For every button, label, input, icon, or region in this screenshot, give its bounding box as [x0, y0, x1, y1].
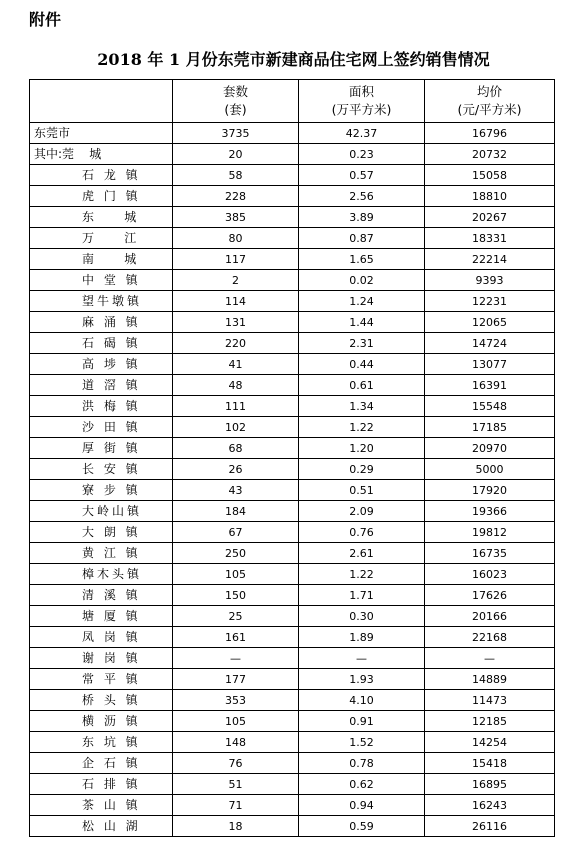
- region-count: 220: [173, 333, 299, 354]
- region-count: 353: [173, 690, 299, 711]
- region-price: 12065: [425, 312, 555, 333]
- header-count: [173, 80, 299, 123]
- region-count: 148: [173, 732, 299, 753]
- header-area: [299, 80, 425, 123]
- region-name: 黄 江 镇: [82, 546, 141, 560]
- region-area: 1.20: [299, 438, 425, 459]
- region-name: 横 沥 镇: [82, 714, 141, 728]
- region-name: 石 龙 镇: [82, 168, 141, 182]
- region-name: 清 溪 镇: [82, 588, 141, 602]
- header-area-line2: (万平方米): [331, 102, 392, 117]
- region-price: 11473: [425, 690, 555, 711]
- region-area: 0.44: [299, 354, 425, 375]
- region-name-cell: [30, 249, 173, 270]
- region-price: 20166: [425, 606, 555, 627]
- region-price: 17920: [425, 480, 555, 501]
- region-area: 1.71: [299, 585, 425, 606]
- region-price: 16735: [425, 543, 555, 564]
- table-row: [30, 186, 555, 207]
- region-name-cell: [30, 669, 173, 690]
- region-area: 0.91: [299, 711, 425, 732]
- region-price: 15058: [425, 165, 555, 186]
- table-row: [30, 564, 555, 585]
- table-row: [30, 438, 555, 459]
- region-area: 0.61: [299, 375, 425, 396]
- region-name-cell: [30, 459, 173, 480]
- page-title: 2018 年 1 月份东莞市新建商品住宅网上签约销售情况: [97, 50, 490, 69]
- region-price: 14724: [425, 333, 555, 354]
- region-count: 114: [173, 291, 299, 312]
- table-row: [30, 165, 555, 186]
- region-count: 67: [173, 522, 299, 543]
- region-name-cell: [30, 753, 173, 774]
- header-price-line1: 均价: [476, 84, 502, 99]
- total-name: 东莞市: [30, 123, 173, 144]
- region-price: 20970: [425, 438, 555, 459]
- region-name: 东 城: [82, 210, 140, 224]
- region-name: 塘 厦 镇: [82, 609, 141, 623]
- region-price: 16895: [425, 774, 555, 795]
- table-row: [30, 480, 555, 501]
- region-count: 25: [173, 606, 299, 627]
- table-row: [30, 249, 555, 270]
- region-price: 19366: [425, 501, 555, 522]
- header-count-line2: (套): [224, 102, 247, 117]
- region-area: 3.89: [299, 207, 425, 228]
- region-price: 15548: [425, 396, 555, 417]
- region-name: 万 江: [82, 231, 140, 245]
- region-price: 16243: [425, 795, 555, 816]
- region-name-cell: [30, 375, 173, 396]
- table-row: [30, 522, 555, 543]
- region-name: 桥 头 镇: [82, 693, 141, 707]
- region-count: 105: [173, 711, 299, 732]
- region-area: 2.56: [299, 186, 425, 207]
- region-name: 企 石 镇: [82, 756, 141, 770]
- region-price: 17626: [425, 585, 555, 606]
- region-area: 1.52: [299, 732, 425, 753]
- region-area: 0.51: [299, 480, 425, 501]
- region-area: 4.10: [299, 690, 425, 711]
- region-area: 0.87: [299, 228, 425, 249]
- table-row: [30, 669, 555, 690]
- region-name-cell: [30, 648, 173, 669]
- region-name: 麻 涌 镇: [82, 315, 141, 329]
- region-count: 51: [173, 774, 299, 795]
- region-count: 18: [173, 816, 299, 837]
- region-name-cell: [30, 186, 173, 207]
- table-row: [30, 312, 555, 333]
- region-price: 15418: [425, 753, 555, 774]
- region-area: 0.57: [299, 165, 425, 186]
- region-area: 1.34: [299, 396, 425, 417]
- region-name: 石 碣 镇: [82, 336, 141, 350]
- table-row: [30, 648, 555, 669]
- table-row: [30, 816, 555, 837]
- region-count: 71: [173, 795, 299, 816]
- region-name: 沙 田 镇: [82, 420, 141, 434]
- region-count: 111: [173, 396, 299, 417]
- region-name-cell: [30, 774, 173, 795]
- region-count: 228: [173, 186, 299, 207]
- region-name-cell: [30, 606, 173, 627]
- region-price: 16023: [425, 564, 555, 585]
- total-price: 16796: [425, 123, 555, 144]
- region-name-cell: [30, 795, 173, 816]
- region-area: 1.65: [299, 249, 425, 270]
- region-price: 5000: [425, 459, 555, 480]
- region-name: 长 安 镇: [82, 462, 141, 476]
- region-name-cell: [30, 711, 173, 732]
- region-price: 13077: [425, 354, 555, 375]
- region-count: 58: [173, 165, 299, 186]
- region-name: 茶 山 镇: [82, 798, 141, 812]
- region-area: 1.44: [299, 312, 425, 333]
- table-row: [30, 144, 555, 165]
- region-count: 184: [173, 501, 299, 522]
- region-name-cell: [30, 501, 173, 522]
- region-name: 大 朗 镇: [82, 525, 141, 539]
- region-count: 2: [173, 270, 299, 291]
- region-name: 南 城: [82, 252, 140, 266]
- total-row: [30, 123, 555, 144]
- header-region: [30, 80, 173, 123]
- region-area: 0.02: [299, 270, 425, 291]
- region-price: —: [425, 648, 555, 669]
- header-area-line1: 面积: [348, 84, 374, 99]
- table-row: [30, 711, 555, 732]
- table-row: [30, 690, 555, 711]
- region-name-cell: [30, 585, 173, 606]
- table-row: [30, 585, 555, 606]
- region-area: 1.93: [299, 669, 425, 690]
- region-name: 东 坑 镇: [82, 735, 141, 749]
- region-name-cell: [30, 564, 173, 585]
- header-row: [30, 80, 555, 123]
- region-area: 2.31: [299, 333, 425, 354]
- region-price: 17185: [425, 417, 555, 438]
- table-row: [30, 459, 555, 480]
- region-area: 1.89: [299, 627, 425, 648]
- header-price: [425, 80, 555, 123]
- table-row: [30, 774, 555, 795]
- region-name-cell: [30, 417, 173, 438]
- total-count: 3735: [173, 123, 299, 144]
- region-name-cell: [30, 543, 173, 564]
- region-price: 22168: [425, 627, 555, 648]
- region-name-cell: [30, 165, 173, 186]
- region-area: 0.30: [299, 606, 425, 627]
- region-name: 常 平 镇: [82, 672, 141, 686]
- region-area: 0.62: [299, 774, 425, 795]
- region-count: 250: [173, 543, 299, 564]
- table-row: [30, 627, 555, 648]
- region-name: 樟木头镇: [82, 567, 143, 581]
- table-row: [30, 270, 555, 291]
- region-name-cell: [30, 270, 173, 291]
- of-which-prefix: 其中:: [34, 147, 63, 161]
- region-price: 18331: [425, 228, 555, 249]
- region-price: 14254: [425, 732, 555, 753]
- region-name: 道 滘 镇: [82, 378, 141, 392]
- region-name-cell: [30, 816, 173, 837]
- region-count: 43: [173, 480, 299, 501]
- table-row: [30, 333, 555, 354]
- region-name: 中 堂 镇: [82, 273, 141, 287]
- region-name-cell: [30, 207, 173, 228]
- table-row: [30, 732, 555, 753]
- region-count: 20: [173, 144, 299, 165]
- region-price: 26116: [425, 816, 555, 837]
- table-row: [30, 375, 555, 396]
- table-row: [30, 417, 555, 438]
- region-area: 2.09: [299, 501, 425, 522]
- region-name: 谢 岗 镇: [82, 651, 141, 665]
- region-count: 68: [173, 438, 299, 459]
- region-area: 0.78: [299, 753, 425, 774]
- region-count: 385: [173, 207, 299, 228]
- region-name: 厚 街 镇: [82, 441, 141, 455]
- region-price: 12185: [425, 711, 555, 732]
- sales-table-body: [30, 80, 555, 837]
- region-count: —: [173, 648, 299, 669]
- region-name-cell: [30, 522, 173, 543]
- region-name-cell: [30, 291, 173, 312]
- table-row: [30, 501, 555, 522]
- region-name-cell: [30, 333, 173, 354]
- table-row: [30, 228, 555, 249]
- region-price: 20267: [425, 207, 555, 228]
- header-price-line2: (元/平方米): [457, 102, 522, 117]
- region-count: 80: [173, 228, 299, 249]
- region-name: 高 埗 镇: [82, 357, 141, 371]
- region-price: 14889: [425, 669, 555, 690]
- region-count: 150: [173, 585, 299, 606]
- table-row: [30, 396, 555, 417]
- region-price: 12231: [425, 291, 555, 312]
- region-name-cell: [30, 438, 173, 459]
- region-count: 76: [173, 753, 299, 774]
- region-name: 石 排 镇: [82, 777, 141, 791]
- region-price: 22214: [425, 249, 555, 270]
- table-row: [30, 795, 555, 816]
- region-price: 20732: [425, 144, 555, 165]
- region-count: 26: [173, 459, 299, 480]
- region-name-cell: [30, 690, 173, 711]
- region-name-cell: [30, 627, 173, 648]
- table-row: [30, 606, 555, 627]
- table-row: [30, 207, 555, 228]
- region-count: 117: [173, 249, 299, 270]
- region-price: 9393: [425, 270, 555, 291]
- region-name: 洪 梅 镇: [82, 399, 141, 413]
- region-name-cell: [30, 732, 173, 753]
- region-count: 105: [173, 564, 299, 585]
- attachment-label: 附件: [29, 10, 62, 29]
- region-count: 131: [173, 312, 299, 333]
- region-name: 虎 门 镇: [82, 189, 141, 203]
- table-row: [30, 354, 555, 375]
- region-name-cell: [30, 396, 173, 417]
- region-area: 0.59: [299, 816, 425, 837]
- region-price: 19812: [425, 522, 555, 543]
- region-name-cell: [30, 354, 173, 375]
- region-count: 102: [173, 417, 299, 438]
- region-area: 1.24: [299, 291, 425, 312]
- region-area: 2.61: [299, 543, 425, 564]
- header-count-line1: 套数: [222, 84, 248, 99]
- region-price: 18810: [425, 186, 555, 207]
- region-count: 48: [173, 375, 299, 396]
- region-area: 0.29: [299, 459, 425, 480]
- region-name-cell: [30, 228, 173, 249]
- table-row: [30, 753, 555, 774]
- sales-table: [29, 79, 555, 837]
- region-name-cell: [30, 312, 173, 333]
- region-price: 16391: [425, 375, 555, 396]
- region-name: 松 山 湖: [82, 819, 141, 833]
- table-row: [30, 291, 555, 312]
- region-name-cell: [30, 144, 173, 165]
- region-area: 1.22: [299, 417, 425, 438]
- region-area: 1.22: [299, 564, 425, 585]
- table-row: [30, 543, 555, 564]
- region-name: 莞 城: [62, 147, 102, 161]
- region-count: 177: [173, 669, 299, 690]
- region-area: 0.94: [299, 795, 425, 816]
- region-name-cell: [30, 480, 173, 501]
- region-name: 凤 岗 镇: [82, 630, 141, 644]
- region-name: 寮 步 镇: [82, 483, 141, 497]
- region-name: 望牛墩镇: [82, 294, 143, 308]
- region-count: 41: [173, 354, 299, 375]
- region-area: —: [299, 648, 425, 669]
- region-area: 0.23: [299, 144, 425, 165]
- region-name: 大岭山镇: [82, 504, 143, 518]
- total-area: 42.37: [299, 123, 425, 144]
- region-count: 161: [173, 627, 299, 648]
- region-area: 0.76: [299, 522, 425, 543]
